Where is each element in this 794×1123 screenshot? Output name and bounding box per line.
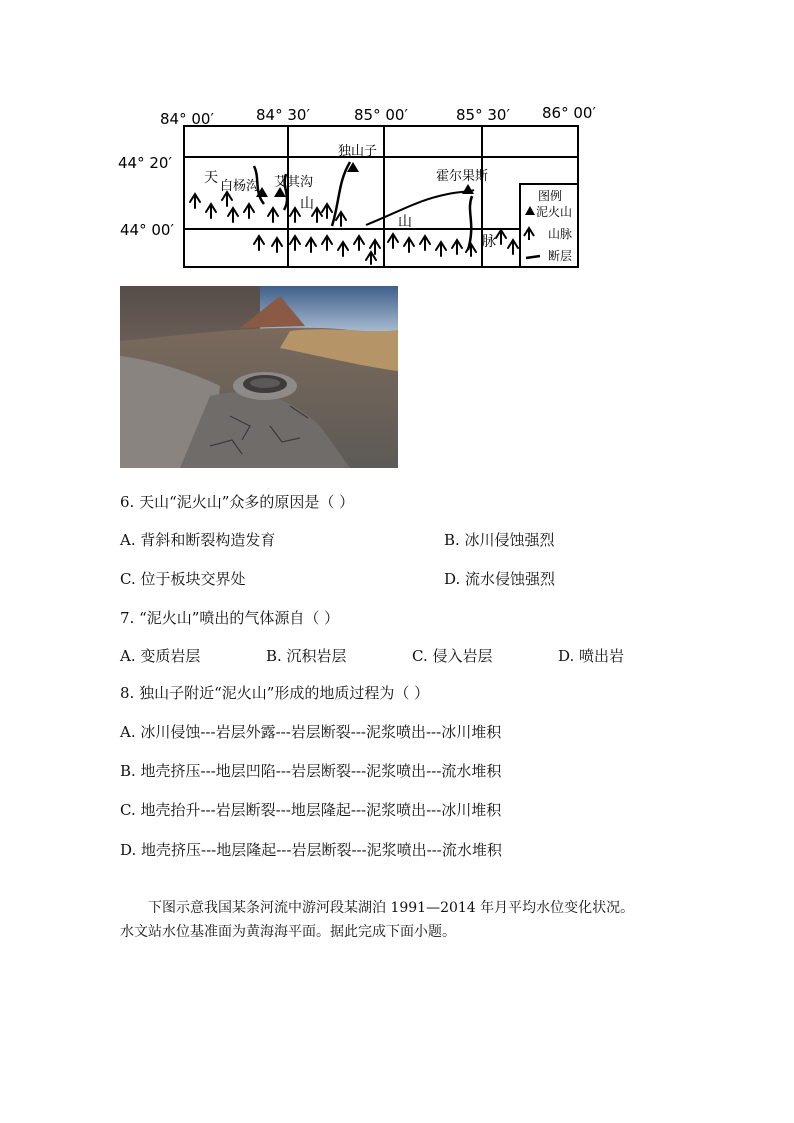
question-6-option-a: A. 背斜和断裂构造发育 (120, 531, 276, 549)
place-aiqigou: 艾其沟 (274, 175, 314, 190)
question-8-option-a: A. 冰川侵蚀---岩层外露---岩层断裂---泥浆喷出---冰川堆积 (120, 723, 502, 741)
range-char-tian: 天 (204, 170, 218, 186)
question-8-stem: 8. 独山子附近“泥火山”形成的地质过程为（ ） (120, 684, 430, 702)
question-6-option-c: C. 位于板块交界处 (120, 570, 246, 588)
legend-fault: 断层 (548, 249, 573, 263)
range-char-shan-1: 山 (300, 196, 314, 212)
mud-volcano-huoerguosi (462, 184, 474, 194)
tianshan-map (118, 100, 618, 275)
legend-title: 图例 (538, 189, 563, 203)
lon-label-86-00: 86° 00′ (542, 104, 596, 122)
lon-label-84-30: 84° 30′ (256, 106, 310, 124)
fault-line (366, 190, 474, 225)
place-baiyanggou: 白杨沟 (220, 179, 260, 194)
question-6-stem: 6. 天山“泥火山”众多的原因是（ ） (120, 493, 355, 511)
question-7-option-b: B. 沉积岩层 (266, 647, 347, 665)
legend-mud-volcano: 泥火山 (536, 205, 573, 219)
question-7-option-d: D. 喷出岩 (558, 647, 625, 665)
question-6-option-b: B. 冰川侵蚀强烈 (444, 531, 555, 549)
range-char-mai: 脉 (482, 234, 496, 250)
range-char-shan-2: 山 (398, 214, 412, 230)
question-8-option-d: D. 地壳挤压---地层隆起---岩层断裂---泥浆喷出---流水堆积 (120, 841, 502, 859)
legend-mountains: 山脉 (548, 227, 573, 241)
lon-label-85-00: 85° 00′ (354, 106, 408, 124)
map-legend (520, 184, 578, 267)
question-6-option-d: D. 流水侵蚀强烈 (444, 570, 556, 588)
question-7-option-c: C. 侵入岩层 (412, 647, 493, 665)
map-frame (184, 126, 578, 267)
question-8-option-b: B. 地壳挤压---地层凹陷---岩层断裂---泥浆喷出---流水堆积 (120, 762, 502, 780)
passage-line-1: 下图示意我国某条河流中游河段某湖泊 1991—2014 年月平均水位变化状况。 (148, 900, 635, 916)
question-7-option-a: A. 变质岩层 (120, 647, 201, 665)
lat-label-44-00: 44° 00′ (120, 221, 174, 239)
place-huoerguosi: 霍尔果斯 (436, 169, 489, 184)
lon-label-85-30: 85° 30′ (456, 106, 510, 124)
place-dushanzi: 独山子 (338, 144, 378, 159)
question-7-stem: 7. “泥火山”喷出的气体源自（ ） (120, 609, 340, 627)
lat-label-44-20: 44° 20′ (118, 154, 172, 172)
river-huoerguosi (468, 196, 472, 250)
passage-line-2: 水文站水位基准面为黄海海平面。据此完成下面小题。 (120, 924, 456, 940)
mud-volcano-photo (120, 286, 398, 468)
lon-label-84-00: 84° 00′ (160, 110, 214, 128)
question-8-option-c: C. 地壳抬升---岩层断裂---地层隆起---泥浆喷出---冰川堆积 (120, 801, 502, 819)
